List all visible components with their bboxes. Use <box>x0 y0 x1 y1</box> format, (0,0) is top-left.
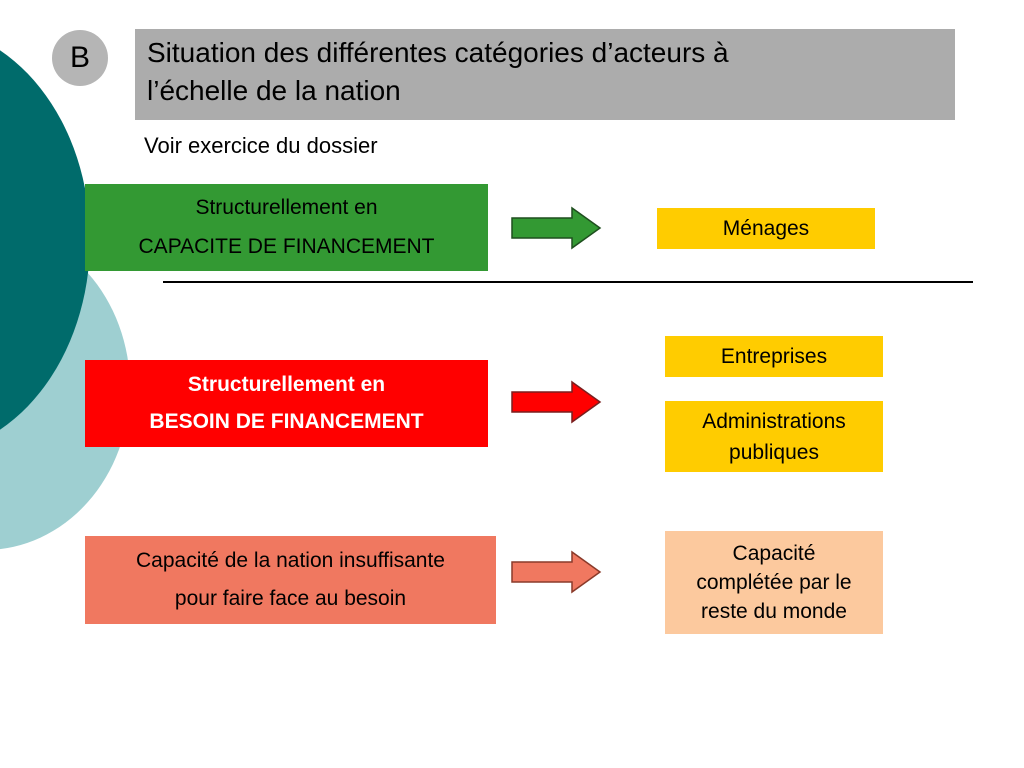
insufficient-line-2: pour faire face au besoin <box>174 587 407 610</box>
insufficient-line-1: Capacité de la nation insuffisante <box>136 549 445 572</box>
slide-title-line-1: Situation des différentes catégories d’acteurs à <box>147 37 729 68</box>
arrow-green-icon <box>510 207 602 249</box>
rest-of-world-line-1: Capacité <box>732 542 816 565</box>
need-box <box>85 360 488 447</box>
capacity-line-2: CAPACITE DE FINANCEMENT <box>138 235 435 259</box>
slide-title <box>135 29 955 120</box>
section-badge: B <box>52 30 108 86</box>
companies-box <box>665 336 883 377</box>
insufficient-capacity-box <box>85 536 496 624</box>
need-line-1: Structurellement en <box>187 372 386 396</box>
arrow-salmon-icon <box>510 551 602 593</box>
companies-label: Entreprises <box>720 344 828 368</box>
households-box <box>657 208 875 249</box>
public-administrations-box <box>665 401 883 472</box>
slide-subtitle: Voir exercice du dossier <box>144 133 378 158</box>
capacity-box <box>85 184 488 271</box>
public-administrations-line-1: Administrations <box>702 409 846 433</box>
capacity-line-1: Structurellement en <box>195 195 378 219</box>
slide-title-line-2: l’échelle de la nation <box>147 75 401 106</box>
households-label: Ménages <box>722 216 810 240</box>
public-administrations-line-2: publiques <box>729 440 819 464</box>
rest-of-world-box <box>665 531 883 634</box>
rest-of-world-line-3: reste du monde <box>701 600 847 623</box>
arrow-red-icon <box>510 381 602 423</box>
section-divider <box>163 281 973 283</box>
need-line-2: BESOIN DE FINANCEMENT <box>149 410 424 434</box>
rest-of-world-line-2: complétée par le <box>696 571 852 594</box>
